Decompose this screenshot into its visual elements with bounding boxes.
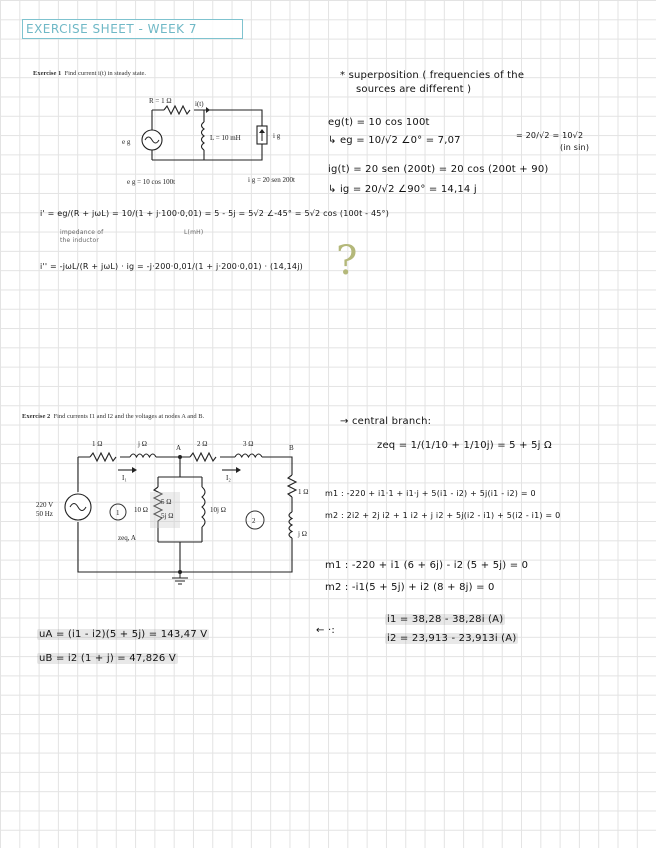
ig-value: i g = 20 sen 200t <box>248 176 295 184</box>
exercise1-text: Find current i(t) in steady state. <box>64 70 147 77</box>
i1-label: I₁ <box>122 474 127 482</box>
freq-label: 50 Hz <box>36 510 53 518</box>
note-superposition-1: * superposition ( frequencies of the <box>340 70 525 81</box>
note-i2-result: i2 = 23,913 - 23,913i (A) <box>387 633 517 644</box>
eg-value: e g = 10 cos 100t <box>127 178 176 186</box>
exercise1-label: Exercise 1 <box>33 70 62 77</box>
r1-label: 1 Ω <box>92 440 103 448</box>
note-superposition-2: sources are different ) <box>356 84 472 95</box>
x2-label: 3 Ω <box>243 440 254 448</box>
mid-eq-2: 5j Ω <box>161 512 174 520</box>
loop1-label: 1 <box>116 509 120 517</box>
note-lmh: L(mH) <box>184 229 204 236</box>
note-central-branch: → central branch: <box>340 416 432 427</box>
note-zeq: zeq = 1/(1/10 + 1/10j) = 5 + 5j Ω <box>377 440 552 451</box>
exercise2-label: Exercise 2 <box>22 413 51 420</box>
note-idouble: i'' = -jωL/(R + jωL) · ig = -j·200·0,01/(1 + j·200·0,01) · (14,14j) <box>40 262 303 271</box>
note-impedance-1: impedance of <box>60 229 104 236</box>
eg-label: e g <box>122 138 131 146</box>
mid-r-label: 10 Ω <box>134 506 148 514</box>
circuit1-diagram <box>112 88 312 188</box>
node-b-label: B <box>289 444 294 452</box>
inductor-3j <box>235 454 262 457</box>
resistor-2ohm <box>190 453 216 461</box>
node-a-label: A <box>176 444 182 452</box>
note-m1: m1 : -220 + i1·1 + i1·j + 5(i1 - i2) + 5j(i1 - i2) = 0 <box>325 489 536 498</box>
note-m2: m2 : 2i2 + 2j i2 + 1 i2 + j i2 + 5j(i2 - i1) + 5(i2 - i1) = 0 <box>325 511 561 520</box>
x1-label: j Ω <box>138 440 147 448</box>
note-eg-def: eg(t) = 10 cos 100t <box>328 117 430 128</box>
resistor-r <box>164 106 190 114</box>
inductor-mid <box>202 487 205 527</box>
ig-label: i g <box>273 132 281 140</box>
source-label: 220 V <box>36 501 54 509</box>
i2-label: I₂ <box>226 474 231 482</box>
r-label: R = 1 Ω <box>149 97 172 105</box>
note-ig-phasor: ↳ ig = 20/√2 ∠90° = 14,14 j <box>328 184 477 195</box>
l-label: L = 10 mH <box>210 134 241 142</box>
note-m2b: m2 : -i1(5 + 5j) + i2 (8 + 8j) = 0 <box>325 582 495 593</box>
page-title: EXERCISE SHEET - WEEK 7 <box>22 19 243 39</box>
circuit2-diagram <box>30 430 320 590</box>
right-r-label: 1 Ω <box>298 488 309 496</box>
inductor-j <box>130 454 156 457</box>
note-m1b: m1 : -220 + i1 (6 + 6j) - i2 (5 + 5j) = 0 <box>325 560 529 571</box>
mid-eq-1: 5 Ω <box>161 498 172 506</box>
circuit-annot: zeq, A <box>118 534 136 542</box>
note-ig-def: ig(t) = 20 sen (200t) = 20 cos (200t + 90) <box>328 164 549 175</box>
note-eg-unit: (in sin) <box>560 143 590 152</box>
note-arrow: ← ·: <box>316 625 335 636</box>
exercise2-statement <box>22 413 204 420</box>
right-x-label: j Ω <box>298 530 307 538</box>
resistor-1ohm <box>90 453 116 461</box>
note-eg-fraction: = 20/√2 = 10√2 <box>516 131 584 140</box>
note-impedance-2: the inductor <box>60 237 100 244</box>
inductor-l <box>202 122 205 150</box>
resistor-right <box>288 475 296 497</box>
question-mark: ? <box>336 238 358 284</box>
note-ua: uA = (i1 - i2)(5 + 5j) = 143,47 V <box>39 629 208 640</box>
loop2-label: 2 <box>252 517 256 525</box>
i-label: i(t) <box>195 100 204 108</box>
r2-label: 2 Ω <box>197 440 208 448</box>
note-eg-phasor: ↳ eg = 10/√2 ∠0° = 7,07 <box>328 135 461 146</box>
note-i1-result: i1 = 38,28 - 38,28i (A) <box>387 614 504 625</box>
exercise1-statement <box>33 70 146 77</box>
note-ub: uB = i2 (1 + j) = 47,826 V <box>39 653 176 664</box>
exercise2-text: Find currents I1 and I2 and the voltages at nodes A and B. <box>53 413 205 420</box>
mid-r2-label: 10j Ω <box>210 506 226 514</box>
inductor-right <box>289 512 292 538</box>
note-iprime: i' = eg/(R + jωL) = 10/(1 + j·100·0,01) = 5 - 5j = 5√2 ∠-45° = 5√2 cos (100t - 45°) <box>40 209 390 218</box>
